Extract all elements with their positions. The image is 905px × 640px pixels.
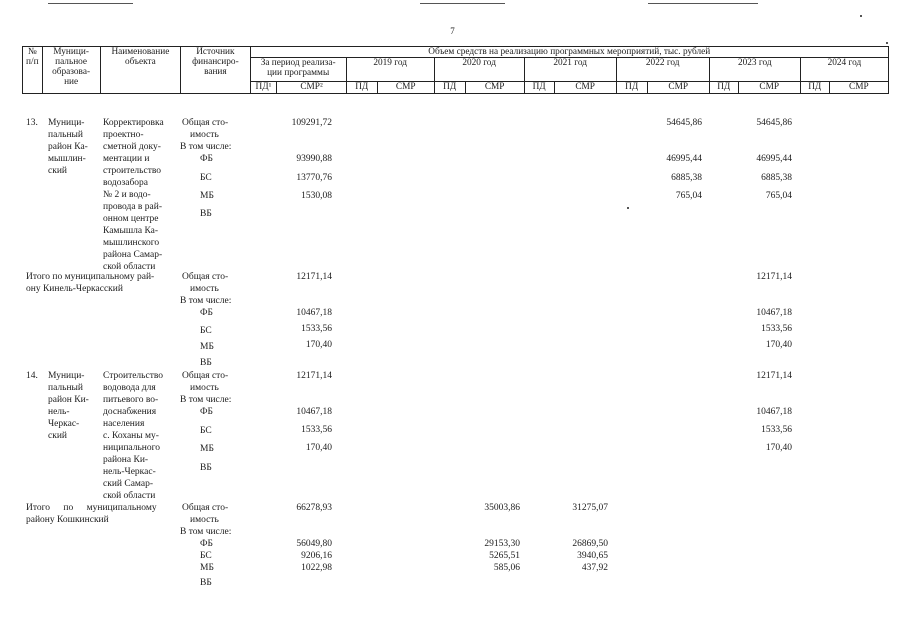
row13-total-2022: 54645,86 [666, 118, 702, 128]
row14-mun-0: Муници- [48, 371, 85, 381]
itogo-koshki-bs-period: 9206,16 [301, 551, 332, 561]
itogo-koshki-src-bs: БС [200, 551, 212, 561]
row14-mun-2: район Ки- [48, 395, 89, 405]
row14-src-incl: В том числе: [180, 395, 232, 405]
itogo-koshki-src-total: Общая сто- [182, 503, 229, 513]
itogo-koshki-src-incl: В том числе: [180, 527, 232, 537]
header-num: № п/п [23, 47, 43, 94]
row13-src-vb: ВБ [200, 209, 212, 219]
row13-src-incl: В том числе: [180, 142, 232, 152]
row13-obj-4: строительство [103, 166, 162, 176]
itogo-kinel-label: Итого по муниципальному рай- [26, 272, 155, 282]
row13-obj-1: проектно- [103, 130, 144, 140]
row13-obj-2: сметной доку- [103, 142, 161, 152]
scan-speck [627, 207, 629, 209]
row13-src-mb: МБ [200, 191, 214, 201]
itogo-koshki-total-period: 66278,93 [296, 503, 332, 513]
row14-num: 14. [26, 371, 38, 381]
header-pd: ПД [434, 82, 465, 94]
itogo-koshki-src-vb: ВБ [200, 578, 212, 588]
header-municipality: Муници- пальное образова- ние [42, 47, 100, 94]
header-object-name: Наименование объекта [100, 47, 181, 94]
header-smr: СМР [647, 82, 709, 94]
row13-src-fb: ФБ [200, 154, 213, 164]
itogo-koshki-bs-2020: 5265,51 [489, 551, 520, 561]
row13-src-total: Общая сто- [182, 118, 229, 128]
header-pd: ПД [616, 82, 647, 94]
itogo-kinel-src-vb: ВБ [200, 358, 212, 368]
row14-fb-period: 10467,18 [296, 407, 332, 417]
row13-obj-3: ментации и [103, 154, 150, 164]
itogo-kinel-mb-2023: 170,40 [765, 340, 792, 350]
header-smr: СМР [829, 82, 888, 94]
row13-obj-9: Камышла Ка- [103, 226, 159, 236]
row14-src-bs: БС [200, 426, 212, 436]
itogo-koshki-src-fb: ФБ [200, 539, 213, 549]
row14-src-total-2: имость [190, 383, 219, 393]
itogo-kinel-fb-period: 10467,18 [296, 308, 332, 318]
row13-total-2023: 54645,86 [756, 118, 792, 128]
row14-total-period: 12171,14 [296, 371, 332, 381]
header-smr-period: СМР² [277, 82, 346, 94]
table-header [22, 46, 889, 94]
itogo-kinel-mb-period: 170,40 [305, 340, 332, 350]
row14-src-mb: МБ [200, 444, 214, 454]
row14-obj-7: района Ки- [103, 455, 149, 465]
row13-bs-2022: 6885,38 [671, 173, 702, 183]
row14-obj-1: водовода для [103, 383, 156, 393]
row13-obj-8: онном центре [103, 214, 159, 224]
row13-mun-0: Муници- [48, 118, 85, 128]
row14-total-2023: 12171,14 [756, 371, 792, 381]
row13-obj-5: водозабора [103, 178, 148, 188]
row13-mb-2023: 765,04 [765, 191, 792, 201]
itogo-koshki-src-mb: МБ [200, 563, 214, 573]
itogo-koshki-label-2: району Кошкинский [26, 515, 109, 525]
itogo-kinel-fb-2023: 10467,18 [756, 308, 792, 318]
itogo-koshki-fb-period: 56049,80 [296, 539, 332, 549]
row13-obj-12: ской области [103, 262, 156, 272]
header-volume-title: Объем средств на реализацию программных мероприятий, тыс. рублей [250, 47, 888, 58]
row13-fb-2022: 46995,44 [666, 154, 702, 164]
header-year-2024: 2024 год [800, 58, 888, 82]
itogo-kinel-total-2023: 12171,14 [756, 272, 792, 282]
header-smr: СМР [738, 82, 800, 94]
header-year-2021: 2021 год [524, 58, 616, 82]
page-number: 7 [450, 26, 455, 36]
row13-fb-2023: 46995,44 [756, 154, 792, 164]
header-year-2022: 2022 год [616, 58, 709, 82]
itogo-kinel-src-incl: В том числе: [180, 296, 232, 306]
itogo-koshki-total-2021: 31275,07 [572, 503, 608, 513]
itogo-kinel-src-mb: МБ [200, 342, 214, 352]
itogo-koshki-mb-2021: 437,92 [581, 563, 608, 573]
row14-mb-period: 170,40 [305, 443, 332, 453]
itogo-koshki-mb-period: 1022,98 [301, 563, 332, 573]
row13-obj-6: № 2 и водо- [103, 190, 151, 200]
row14-mun-1: пальный [48, 383, 84, 393]
row13-fb-period: 93990,88 [296, 154, 332, 164]
row14-mun-4: Черкас- [48, 419, 80, 429]
itogo-koshki-mb-2020: 585,06 [493, 563, 520, 573]
header-pd-period: ПД¹ [250, 82, 277, 94]
header-smr: СМР [465, 82, 524, 94]
header-pd: ПД [709, 82, 738, 94]
row14-src-vb: ВБ [200, 463, 212, 473]
header-source: Источник финансиро- вания [181, 47, 250, 94]
row13-mun-3: мышлин- [48, 154, 86, 164]
row13-mun-2: район Ка- [48, 142, 88, 152]
itogo-kinel-bs-period: 1533,56 [301, 324, 332, 334]
itogo-koshki-src-total-2: имость [190, 515, 219, 525]
row13-mun-4: ский [48, 166, 67, 176]
header-year-2020: 2020 год [434, 58, 524, 82]
itogo-kinel-src-total-2: имость [190, 284, 219, 294]
row13-mb-2022: 765,04 [675, 191, 702, 201]
row14-mb-2023: 170,40 [765, 443, 792, 453]
itogo-kinel-total-period: 12171,14 [296, 272, 332, 282]
row13-num: 13. [26, 118, 38, 128]
row13-bs-period: 13770,76 [296, 173, 332, 183]
row13-total-period: 109291,72 [291, 118, 332, 128]
header-pd: ПД [800, 82, 829, 94]
row14-obj-9: ский Самар- [103, 479, 154, 489]
row13-mun-1: пальный [48, 130, 84, 140]
itogo-kinel-src-bs: БС [200, 326, 212, 336]
row13-obj-11: района Самар- [103, 250, 163, 260]
row14-obj-10: ской области [103, 491, 156, 501]
scan-artifact-line [420, 3, 505, 4]
header-smr: СМР [554, 82, 616, 94]
row14-mun-5: ский [48, 431, 67, 441]
header-year-2023: 2023 год [709, 58, 800, 82]
itogo-koshki-total-2020: 35003,86 [484, 503, 520, 513]
header-pd: ПД [346, 82, 377, 94]
itogo-koshki-bs-2021: 3940,65 [577, 551, 608, 561]
row14-obj-3: доснабжения [103, 407, 157, 417]
row14-bs-2023: 1533,56 [761, 425, 792, 435]
header-smr: СМР [377, 82, 434, 94]
row13-obj-10: мышлинского [103, 238, 160, 248]
row14-mun-3: нель- [48, 407, 70, 417]
row14-fb-2023: 10467,18 [756, 407, 792, 417]
header-period: За период реализа- ции программы [250, 58, 346, 82]
row14-obj-0: Строительство [103, 371, 164, 381]
itogo-koshki-fb-2020: 29153,30 [484, 539, 520, 549]
row14-obj-4: населения [103, 419, 145, 429]
header-pd: ПД [524, 82, 554, 94]
row13-mb-period: 1530,08 [301, 191, 332, 201]
row13-obj-0: Корректировка [103, 118, 164, 128]
row14-obj-2: питьевого во- [103, 395, 159, 405]
row14-src-total: Общая сто- [182, 371, 229, 381]
row14-bs-period: 1533,56 [301, 425, 332, 435]
scan-artifact-line [648, 3, 758, 4]
itogo-koshki-fb-2021: 26869,50 [572, 539, 608, 549]
row14-src-fb: ФБ [200, 407, 213, 417]
row14-obj-8: нель-Черкас- [103, 467, 156, 477]
scan-speck [886, 42, 888, 44]
row13-src-total-2: имость [190, 130, 219, 140]
row13-bs-2023: 6885,38 [761, 173, 792, 183]
itogo-kinel-bs-2023: 1533,56 [761, 324, 792, 334]
header-year-2019: 2019 год [346, 58, 434, 82]
scan-speck [860, 15, 862, 17]
row13-obj-7: провода в рай- [103, 202, 162, 212]
itogo-kinel-src-total: Общая сто- [182, 272, 229, 282]
row13-src-bs: БС [200, 173, 212, 183]
itogo-kinel-label-2: ону Кинель-Черкасский [26, 284, 123, 294]
row14-obj-5: с. Коханы му- [103, 431, 159, 441]
row14-obj-6: ниципального [103, 443, 161, 453]
itogo-kinel-src-fb: ФБ [200, 308, 213, 318]
itogo-koshki-label: Итого по муниципальному [26, 503, 157, 513]
scan-artifact-line [48, 3, 133, 4]
